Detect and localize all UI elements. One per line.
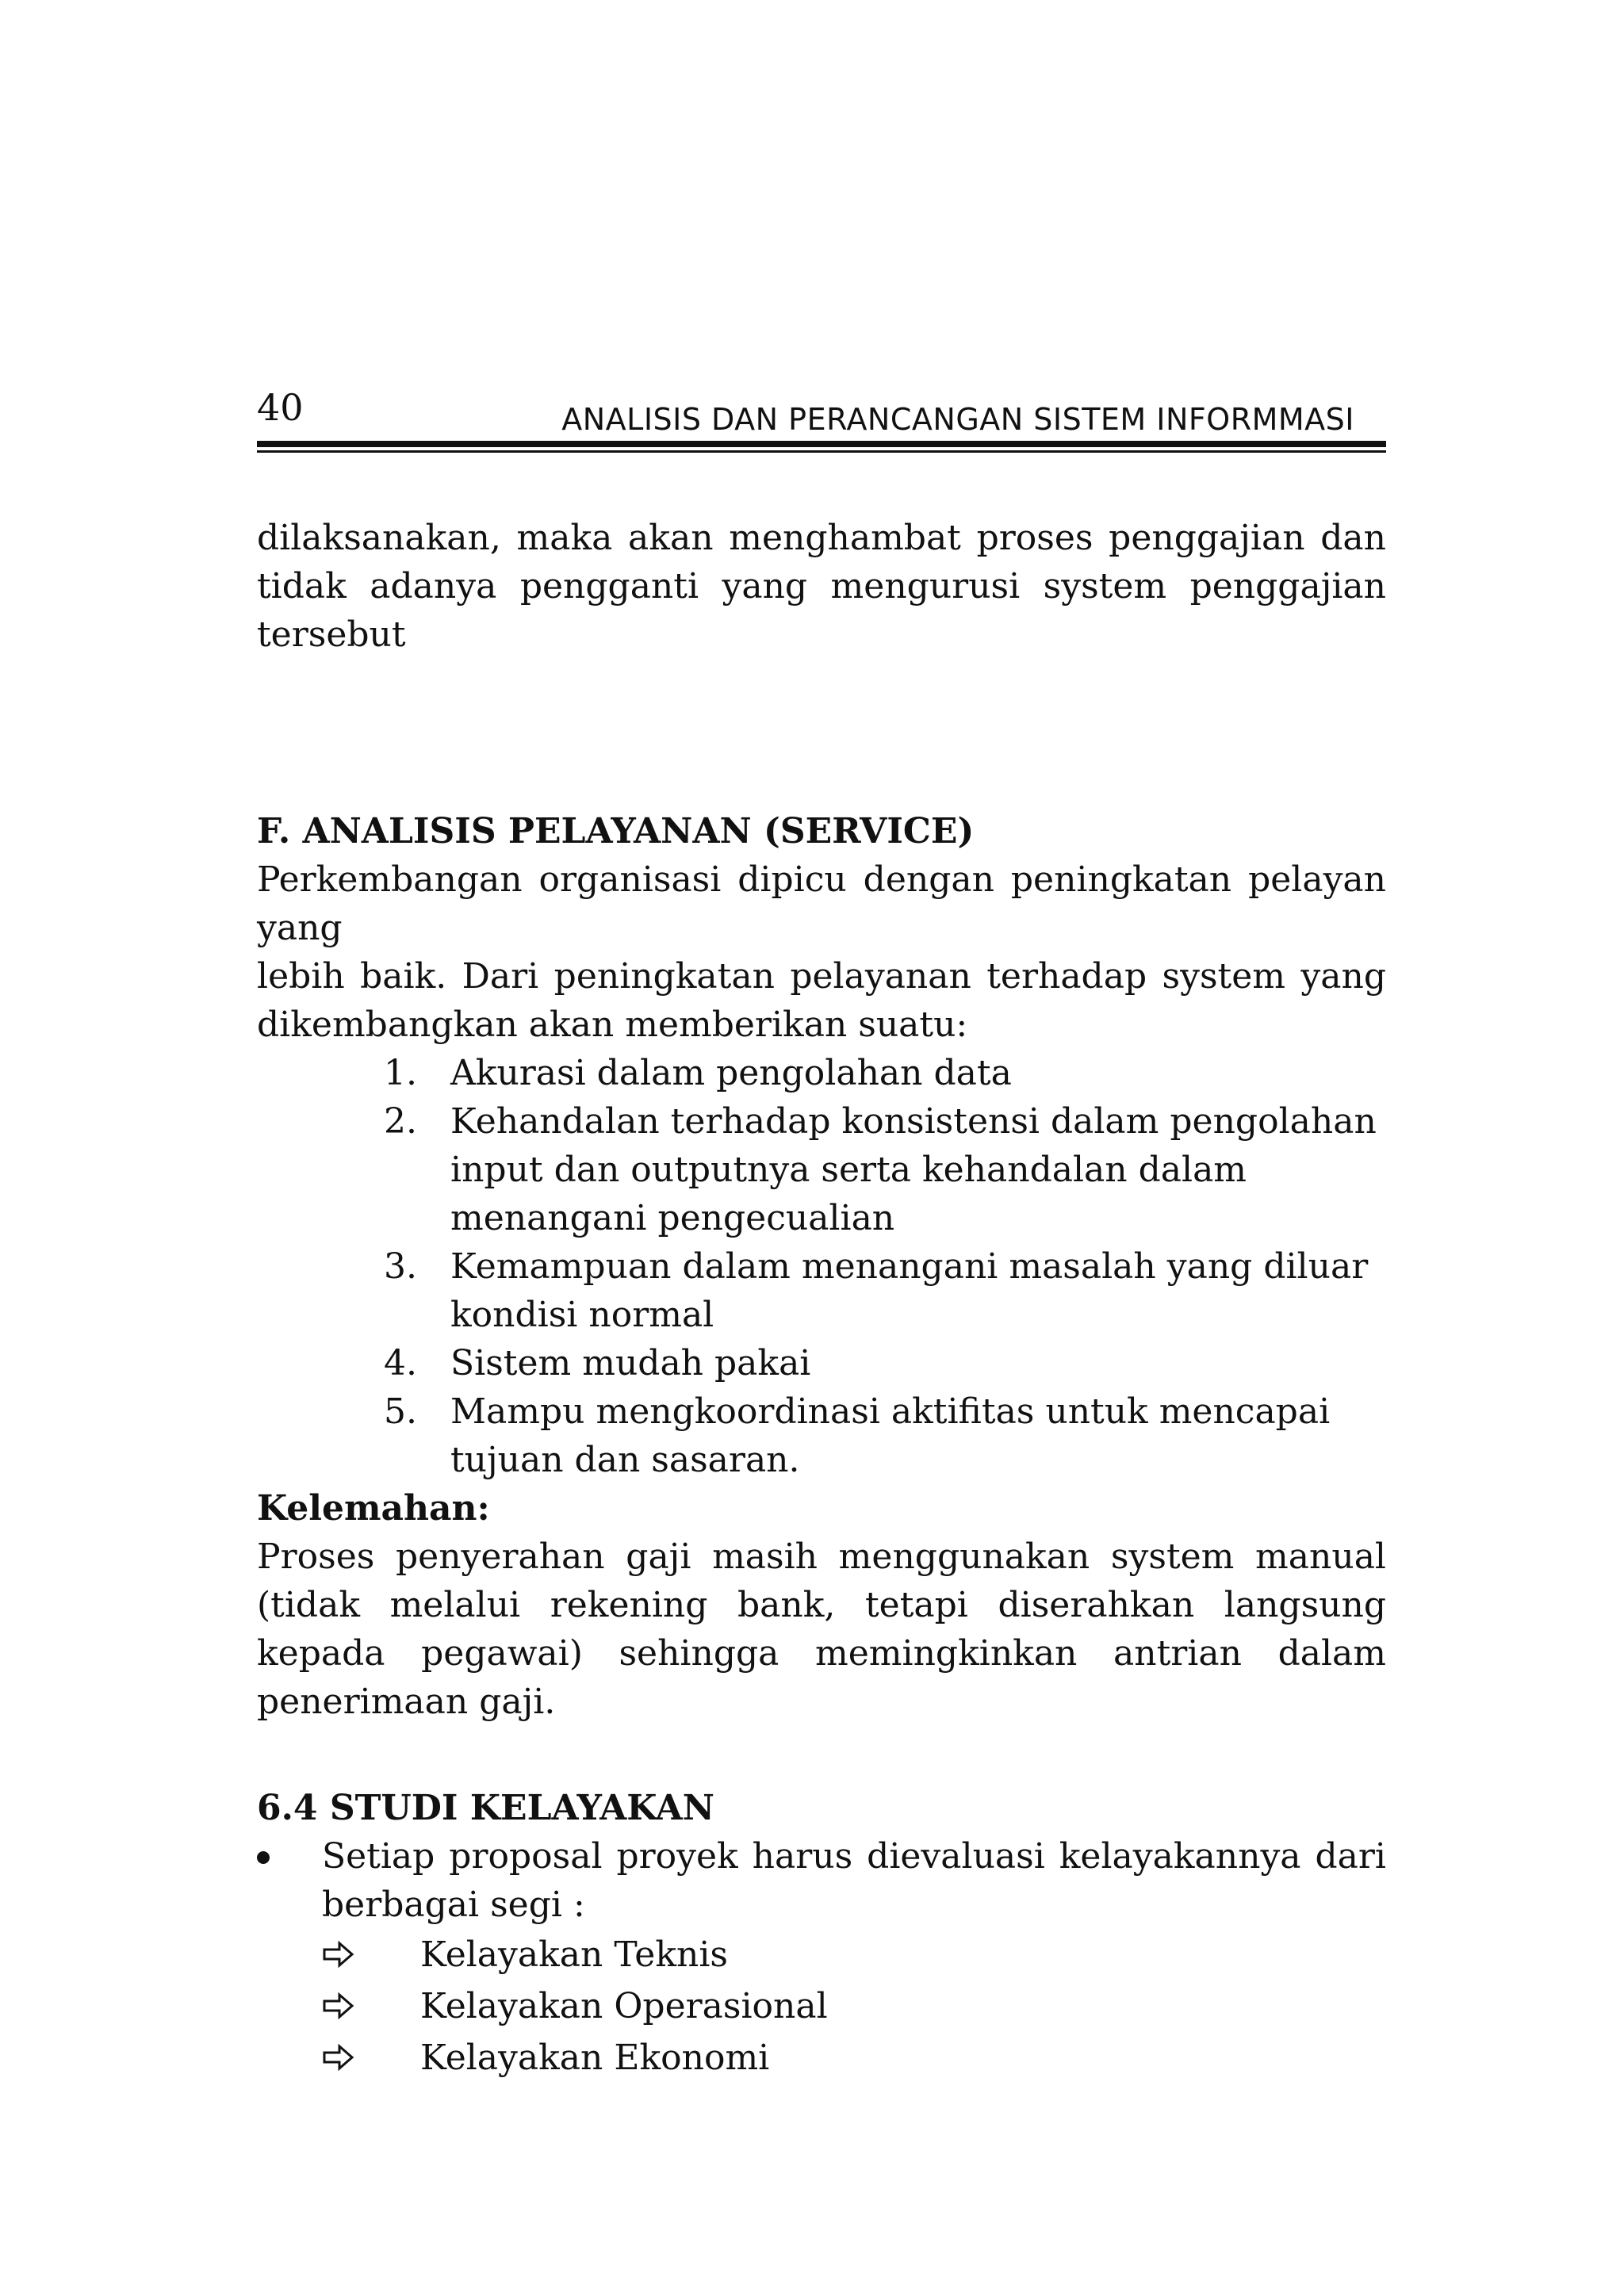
hollow-right-arrow-icon [322, 2043, 355, 2072]
section-f-paragraph [257, 855, 1386, 1049]
paragraph-line: Proses penyerahan gaji masih menggunakan system manual [257, 1536, 1386, 1577]
list-item [257, 1049, 1386, 1097]
arrow-item-label: Kelayakan Operasional [420, 1986, 828, 2026]
page-header [257, 384, 1386, 455]
list-item-text: menangani pengecualian [450, 1198, 895, 1238]
list-item-text: Akurasi dalam pengolahan data [450, 1053, 1012, 1093]
hollow-right-arrow-icon [322, 1940, 355, 1969]
paragraph-line: lebih baik. Dari peningkatan pelayanan terhadap system yang [257, 956, 1386, 997]
bullet-line: berbagai segi : [322, 1885, 585, 1925]
paragraph-line: penerimaan gaji. [257, 1682, 556, 1722]
paragraph-line: yang [257, 908, 343, 948]
list-item-number: 2. [384, 1101, 417, 1142]
list-item-text: Kehandalan terhadap konsistensi dalam pengolahan [450, 1101, 1377, 1142]
document-page [257, 0, 1386, 2296]
list-item-number: 3. [384, 1246, 417, 1287]
list-item-text: input dan outputnya serta kehandalan dalam [450, 1150, 1247, 1190]
paragraph-line: Perkembangan organisasi dipicu dengan peningkatan pelayan [257, 859, 1386, 900]
weakness-heading: Kelemahan: [257, 1488, 490, 1529]
list-item-text: tujuan dan sasaran. [450, 1440, 800, 1480]
arrow-list-item [322, 2032, 1274, 2084]
bullet-icon [257, 1851, 270, 1864]
list-item-text: Mampu mengkoordinasi aktifitas untuk mencapai [450, 1391, 1331, 1432]
weakness-paragraph [257, 1533, 1386, 1726]
header-rule-thick [257, 441, 1386, 447]
paragraph-line: kepada pegawai) sehingga memingkinkan antrian dalam [257, 1633, 1386, 1674]
arrow-item-label: Kelayakan Ekonomi [420, 2038, 770, 2078]
arrow-list [322, 1929, 1274, 2084]
header-rule-thin [257, 450, 1386, 453]
arrow-item-label: Kelayakan Teknis [420, 1934, 728, 1975]
bullet-item [257, 1832, 1386, 1929]
intro-paragraph [257, 514, 1386, 659]
section-heading-6-4: 6.4 STUDI KELAYAKAN [257, 1788, 715, 1828]
running-title: ANALISIS DAN PERANCANGAN SISTEM INFORMMASI [561, 402, 1354, 437]
list-item-number: 5. [384, 1391, 417, 1432]
list-item-number: 1. [384, 1053, 417, 1093]
paragraph-line: (tidak melalui rekening bank, tetapi diserahkan langsung [257, 1585, 1386, 1625]
paragraph-line: tidak adanya pengganti yang mengurusi system penggajian [257, 566, 1386, 607]
list-item [257, 1339, 1386, 1387]
paragraph-line: dilaksanakan, maka akan menghambat proses penggajian dan [257, 518, 1386, 558]
paragraph-line: dikembangkan akan memberikan suatu: [257, 1004, 968, 1045]
paragraph-line: tersebut [257, 614, 406, 655]
page-number: 40 [257, 386, 304, 429]
list-item-number: 4. [384, 1343, 417, 1383]
hollow-right-arrow-icon [322, 1992, 355, 2020]
list-item-text: kondisi normal [450, 1295, 714, 1335]
list-item [257, 1387, 1386, 1484]
section-heading-f: F. ANALISIS PELAYANAN (SERVICE) [257, 811, 975, 851]
list-item [257, 1242, 1386, 1339]
list-item-text: Sistem mudah pakai [450, 1343, 811, 1383]
bullet-text [322, 1832, 1386, 1929]
arrow-list-item [322, 1929, 1274, 1980]
list-item-text: Kemampuan dalam menangani masalah yang diluar [450, 1246, 1369, 1287]
bullet-line: Setiap proposal proyek harus dievaluasi kelayakannya dari [322, 1836, 1386, 1877]
arrow-list-item [322, 1980, 1274, 2032]
list-item [257, 1097, 1386, 1242]
numbered-list [257, 1049, 1386, 1484]
